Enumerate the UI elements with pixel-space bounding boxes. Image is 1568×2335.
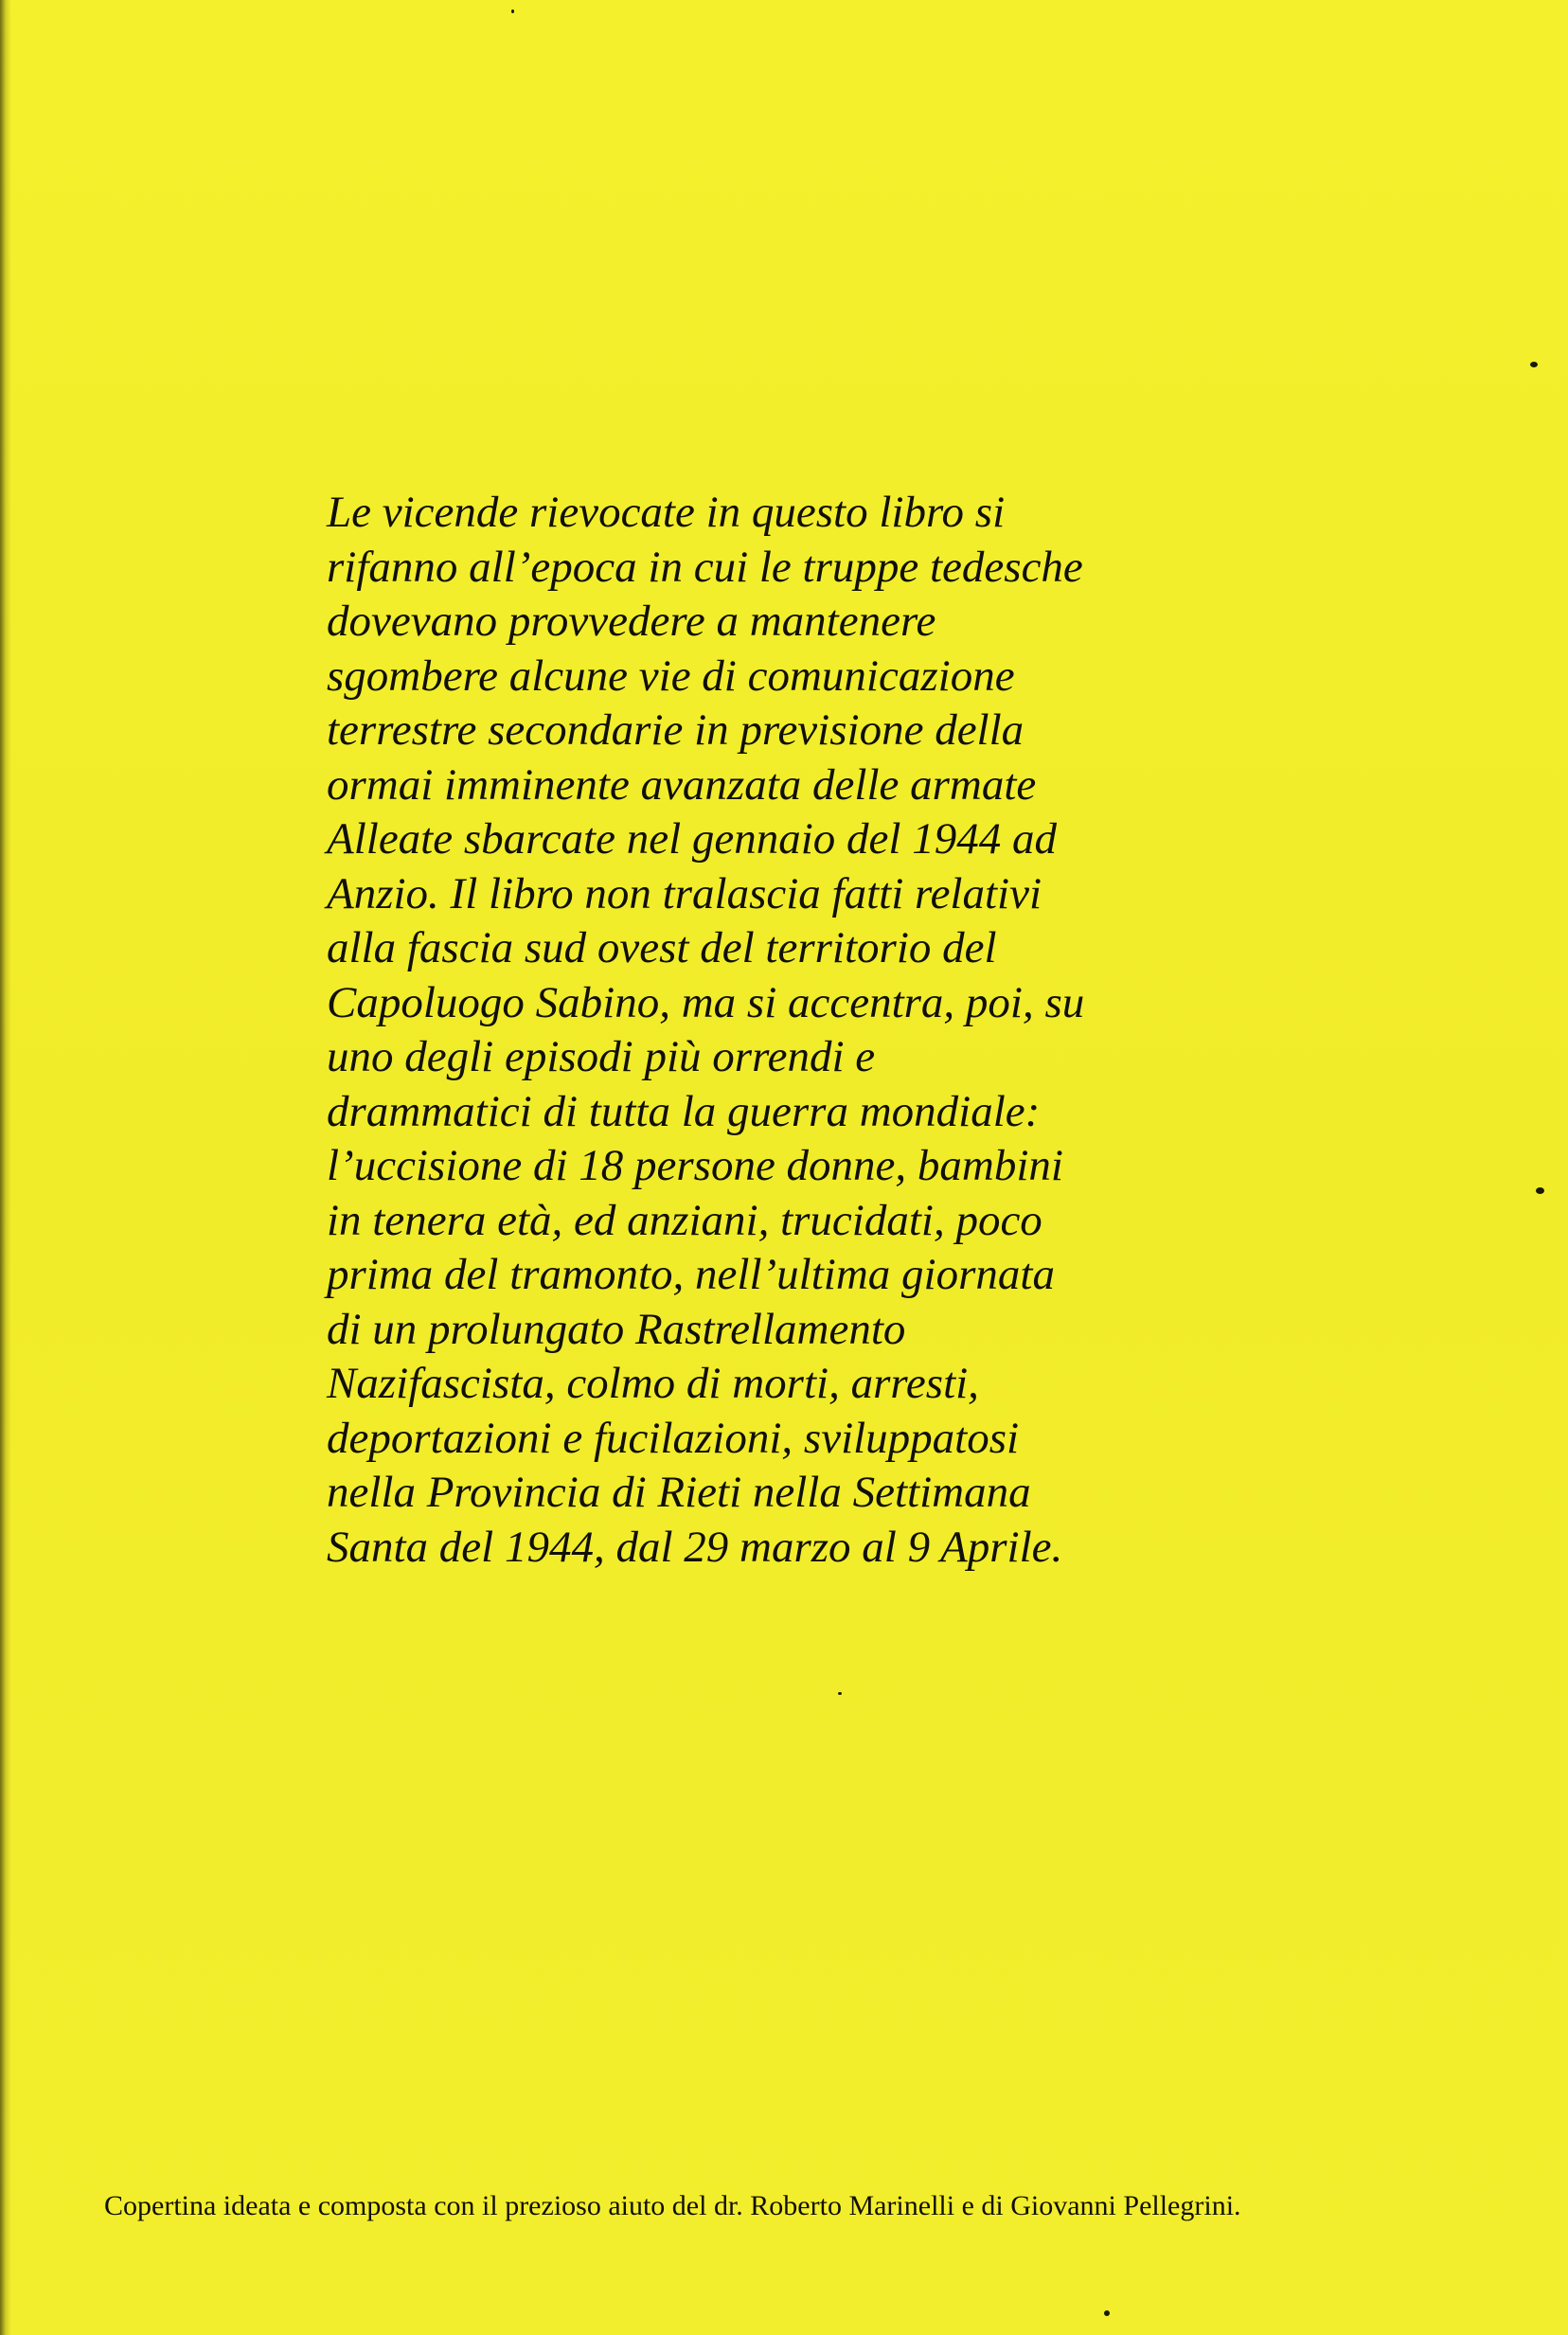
- print-speck: [1530, 362, 1538, 367]
- blurb-line: ormai imminente avanzata delle armate: [327, 759, 1037, 810]
- blurb-line: uno degli episodi più orrendi e: [327, 1032, 876, 1081]
- blurb-line: Le vicende rievocate in questo libro si: [327, 488, 1006, 537]
- print-speck: [838, 1692, 842, 1695]
- blurb-line: rifanno all’epoca in cui le truppe tedesche: [327, 542, 1083, 592]
- blurb-line: Anzio. Il libro non tralascia fatti relativi: [327, 868, 1042, 918]
- blurb-line: l’uccisione di 18 persone donne, bambini: [327, 1141, 1063, 1190]
- blurb-line: Santa del 1944, dal 29 marzo al 9 Aprile.: [327, 1522, 1063, 1572]
- blurb-line: terrestre secondarie in previsione della: [327, 705, 1025, 755]
- blurb-line: Alleate sbarcate nel gennaio del 1944 ad: [327, 814, 1057, 864]
- blurb-line: Nazifascista, colmo di morti, arresti,: [327, 1359, 979, 1408]
- blurb-line: in tenera età, ed anziani, trucidati, poco: [327, 1195, 1042, 1245]
- blurb-line: dovevano provvedere a mantenere: [327, 597, 936, 646]
- cover-credits: Copertina ideata e composta con il prezioso aiuto del dr. Roberto Marinelli e di Giovanni Pellegrini.: [104, 2190, 1241, 2221]
- print-speck: [511, 9, 514, 13]
- blurb-line: nella Provincia di Rieti nella Settimana: [327, 1468, 1031, 1517]
- blurb-line: drammatici di tutta la guerra mondiale:: [327, 1086, 1041, 1136]
- blurb-text: [327, 486, 1274, 1575]
- blurb-line: sgombere alcune vie di comunicazione: [327, 651, 1015, 701]
- print-speck: [1104, 2310, 1110, 2316]
- blurb-line: prima del tramonto, nell’ultima giornata: [327, 1250, 1055, 1299]
- blurb-line: alla fascia sud ovest del territorio del: [327, 923, 997, 972]
- blurb-line: di un prolungato Rastrellamento: [327, 1304, 906, 1354]
- blurb-line: deportazioni e fucilazioni, sviluppatosi: [327, 1413, 1020, 1463]
- print-speck: [1536, 1187, 1544, 1194]
- blurb-line: Capoluogo Sabino, ma si accentra, poi, su: [327, 977, 1085, 1027]
